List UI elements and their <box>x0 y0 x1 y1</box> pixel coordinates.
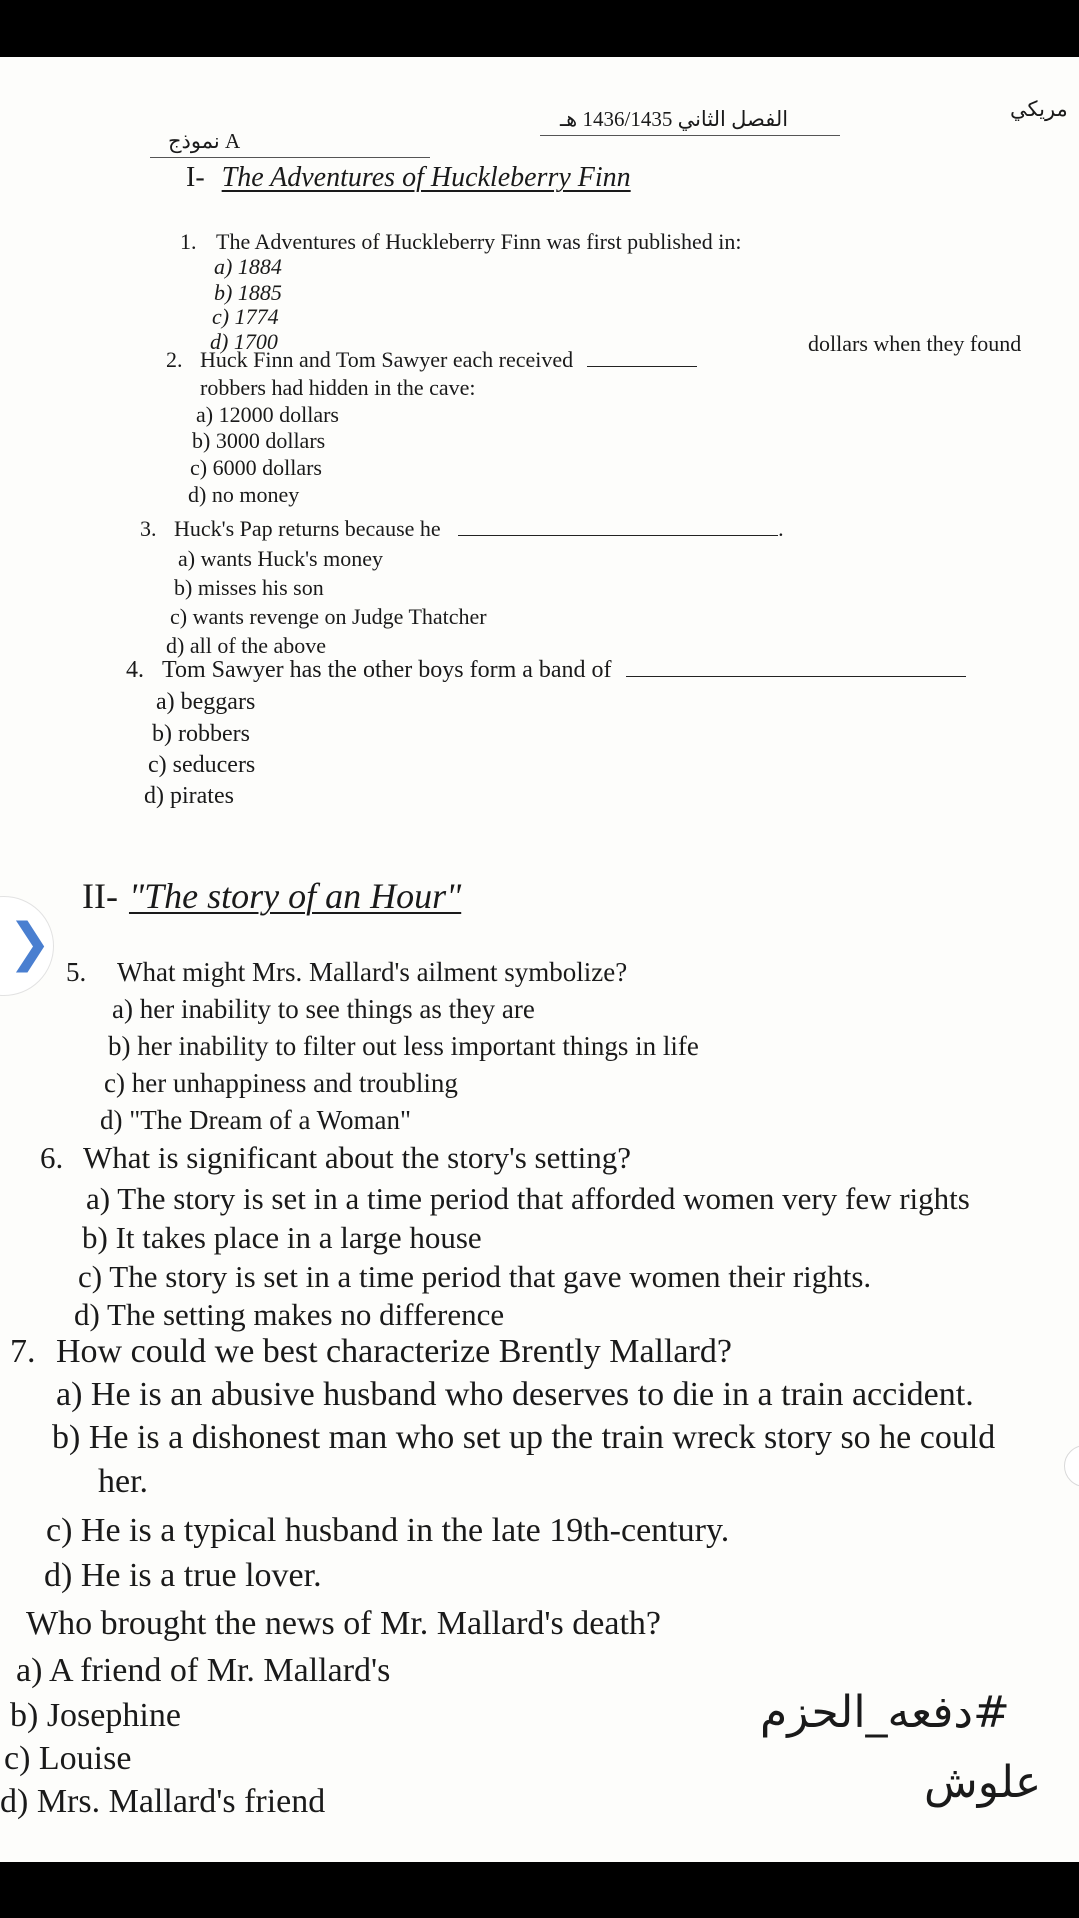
name-overlay: علوش <box>924 1757 1042 1808</box>
question-number: 4. <box>126 657 144 683</box>
question-number: 1. <box>180 229 197 254</box>
question-3 <box>140 516 784 542</box>
option: c) The story is set in a time period that gave women their rights. <box>78 1259 872 1294</box>
question-text: Huck Finn and Tom Sawyer each received <box>200 347 574 372</box>
option: d) He is a true lover. <box>44 1557 322 1594</box>
question-text: What might Mrs. Mallard's ailment symbolize? <box>117 957 628 987</box>
option: a) beggars <box>156 689 256 715</box>
section-2-title <box>82 875 461 917</box>
answer-blank <box>587 366 697 367</box>
option-continuation: her. <box>98 1463 149 1500</box>
section-title: "The story of an Hour" <box>128 876 462 916</box>
option: c) wants revenge on Judge Thatcher <box>170 604 487 629</box>
question-2 <box>166 347 697 373</box>
option: d) 1700 <box>210 329 278 354</box>
option: c) 1774 <box>212 304 279 329</box>
option: b) misses his son <box>174 575 324 600</box>
section-title: The Adventures of Huckleberry Finn <box>221 162 631 193</box>
question-2-continuation: dollars when they found <box>808 331 1022 356</box>
question-1 <box>180 229 741 255</box>
header-rule-left <box>150 157 430 158</box>
option: d) all of the above <box>166 633 327 658</box>
model-label: نموذج A <box>168 129 241 153</box>
option: a) 12000 dollars <box>196 402 339 427</box>
term-label: الفصل الثاني 1436/1435 هـ <box>560 107 789 131</box>
option: a) 1884 <box>214 254 282 279</box>
question-5 <box>66 957 627 988</box>
option: d) Mrs. Mallard's friend <box>0 1783 326 1820</box>
answer-blank <box>458 535 778 536</box>
question-number: 3. <box>140 516 157 541</box>
question-text: Tom Sawyer has the other boys form a band of <box>162 657 612 683</box>
option: b) 1885 <box>214 280 282 305</box>
question-end-mark: . <box>778 516 784 541</box>
subject-fragment: مريكي <box>1010 97 1068 121</box>
option: b) He is a dishonest man who set up the train wreck story so he could <box>52 1419 996 1456</box>
question-6 <box>40 1140 631 1176</box>
section-1-title <box>186 162 631 194</box>
exam-page <box>0 57 1079 1862</box>
option: c) He is a typical husband in the late 19th-century. <box>46 1512 730 1549</box>
option: a) The story is set in a time period that afforded women very few rights <box>86 1181 970 1216</box>
option: c) Louise <box>4 1740 132 1777</box>
question-number: 2. <box>166 347 183 372</box>
option: c) 6000 dollars <box>190 455 322 480</box>
question-2-line-2: robbers had hidden in the cave: <box>200 375 476 400</box>
question-number: 6. <box>40 1140 64 1175</box>
option: d) "The Dream of a Woman" <box>100 1105 412 1135</box>
option: c) seducers <box>148 752 256 778</box>
option: d) no money <box>188 482 300 507</box>
section-numeral: II- <box>82 876 118 916</box>
header-rule-mid <box>540 135 840 136</box>
option: a) He is an abusive husband who deserves to die in a train accident. <box>56 1376 974 1413</box>
option: d) The setting makes no difference <box>74 1297 505 1332</box>
option: a) wants Huck's money <box>178 546 383 571</box>
option: b) It takes place in a large house <box>82 1220 482 1255</box>
question-number: 7. <box>10 1333 36 1370</box>
option: b) Josephine <box>10 1697 181 1734</box>
section-numeral: I- <box>186 162 205 193</box>
question-text: What is significant about the story's setting? <box>83 1140 631 1175</box>
question-text: Huck's Pap returns because he <box>174 516 441 541</box>
scroll-indicator[interactable] <box>1064 1445 1079 1487</box>
option: c) her unhappiness and troubling <box>104 1068 458 1098</box>
option: b) 3000 dollars <box>192 428 326 453</box>
option: a) A friend of Mr. Mallard's <box>16 1652 391 1689</box>
question-text: The Adventures of Huckleberry Finn was first published in: <box>216 229 742 254</box>
question-8: Who brought the news of Mr. Mallard's death? <box>26 1605 661 1642</box>
question-text: How could we best characterize Brently Mallard? <box>56 1333 732 1370</box>
option: a) her inability to see things as they are <box>112 994 535 1024</box>
hashtag-overlay: #دفعه_الحزم <box>760 1687 1010 1738</box>
answer-blank <box>626 676 966 677</box>
option: d) pirates <box>144 783 234 809</box>
question-4 <box>126 657 966 684</box>
question-7 <box>10 1333 732 1371</box>
option: b) her inability to filter out less important things in life <box>108 1031 699 1061</box>
question-number: 5. <box>66 957 87 987</box>
option: b) robbers <box>152 721 250 747</box>
chevron-right-icon: ❯ <box>8 913 52 973</box>
